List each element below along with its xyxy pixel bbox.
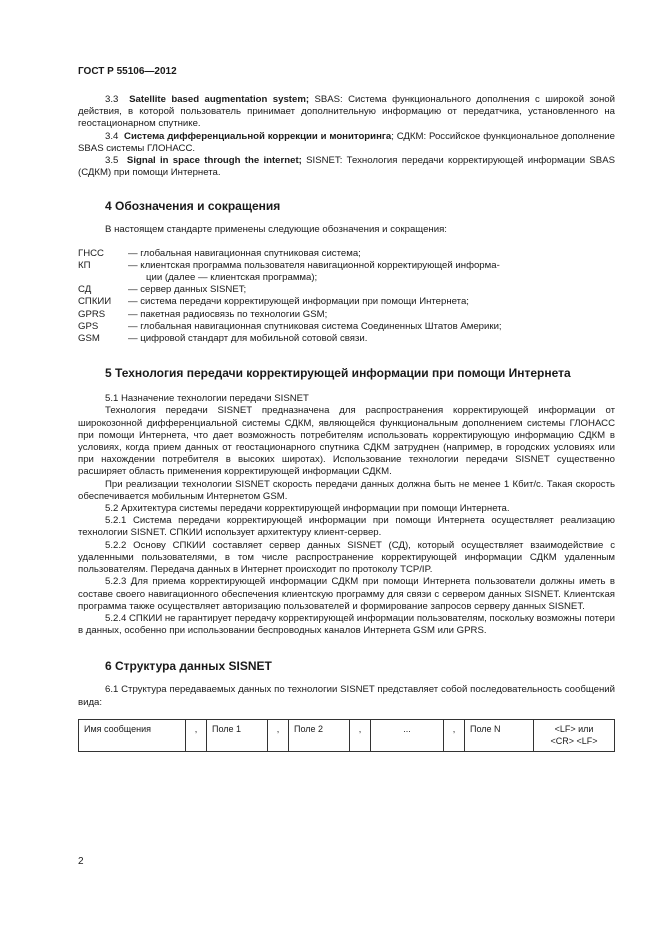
- paragraph-5-2-3: 5.2.3 Для приема корректирующей информации СДКМ при помощи Интернета пользователи должны иметь в составе своего навигационного обеспечения клиентскую программу для связи с сервером данных SISNET. Клиентская программа также осуществляет авторизацию пользователей и формирование запросов серверу данных SISNET.: [78, 576, 615, 612]
- abbr-term: СПКИИ: [78, 296, 112, 308]
- table-cell-separator: ,: [444, 719, 465, 751]
- abbr-term: ГНСС: [78, 247, 104, 259]
- abbr-def: — система передачи корректирующей информации при помощи Интернета;: [128, 296, 469, 308]
- abbr-def: — глобальная навигационная спутниковая система;: [128, 247, 361, 259]
- table-cell-field-1: Поле 1: [207, 719, 268, 751]
- abbr-term: КП: [78, 259, 91, 271]
- paragraph-5-1-body: Технология передачи SISNET предназначена для распространения корректирующей информации от широкозонной дифференциальной системы СДКМ, являющейся функциональным дополнением системы ГЛОНАСС при помощи Интернета, что дает возможность потребителям использовать корректирующую информацию СДКМ в условиях, когда прием данных от геостационарного спутника СДКМ затруднен (например, в городских условиях или при нахождении потребителя в высоких широтах). Использование технологии передачи SISNET существенно расширяет область применения корректирующей информации СДКМ.: [78, 405, 615, 478]
- page-number: 2: [78, 856, 84, 867]
- page-content: [78, 94, 615, 752]
- definition-3-5: 3.5 Signal in space through the internet; SISNET: Технология передачи корректирующей информации SBAS (СДКМ) при помощи Интернета.: [78, 155, 615, 179]
- paragraph-5-2-2: 5.2.2 Основу СПКИИ составляет сервер данных SISNET (СД), который осуществляет взаимодействие с удаленными пользователями, в том числе распространение корректирующей информации СДКМ удаленным пользователям. Передача данных в Интернет происходит по протоколу TCP/IP.: [78, 539, 615, 576]
- section-5-title: 5 Технология передачи корректирующей информации при помощи Интернета: [105, 366, 571, 381]
- paragraph-5-2: 5.2 Архитектура системы передачи корректирующей информации при помощи Интернета.: [105, 503, 510, 515]
- paragraph-5-1: 5.1 Назначение технологии передачи SISNET: [105, 393, 309, 405]
- paragraph-5-2-1: 5.2.1 Система передачи корректирующей информации при помощи Интернета осуществляет реализацию технологии SISNET. СПКИИ использует архитектуру клиент-сервер.: [78, 515, 615, 539]
- abbr-def: — сервер данных SISNET;: [128, 284, 247, 296]
- paragraph-6-1: 6.1 Структура передаваемых данных по технологии SISNET представляет собой последовательность сообщений вида:: [78, 684, 615, 708]
- table-cell-separator: ,: [268, 719, 289, 751]
- abbr-term: GPRS: [78, 308, 106, 320]
- table-cell-separator: ,: [186, 719, 207, 751]
- table-cell-separator: ,: [350, 719, 371, 751]
- abbr-term: GPS: [78, 320, 99, 332]
- abbr-def: — клиентская программа пользователя навигационной корректирующей информа- ции (далее — клиентская программа);: [128, 259, 500, 284]
- message-structure-table: [78, 719, 615, 752]
- table-cell-terminator: <LF> или <CR> <LF>: [534, 719, 615, 751]
- section-4-title: 4 Обозначения и сокращения: [105, 199, 281, 214]
- definition-3-4: 3.4 Система дифференциальной коррекции и мониторинга; СДКМ: Российское функциональное дополнение SBAS системы ГЛОНАСС.: [78, 130, 615, 154]
- section-4-intro: В настоящем стандарте применены следующие обозначения и сокращения:: [105, 224, 447, 236]
- document-header: ГОСТ Р 55106—2012: [78, 66, 177, 77]
- table-row: [79, 719, 615, 751]
- abbr-term: GSM: [78, 333, 100, 345]
- definition-3-3: 3.3 Satellite based augmentation system; SBAS: Система функционального дополнения с широкой зоной действия, в которой пользователь принимает дополнительную информацию от передатчика, установленного на геостационарном спутнике.: [78, 94, 615, 130]
- paragraph-5-1-speed: При реализации технологии SISNET скорость передачи данных должна быть не менее 1 Кбит/с. Такая скорость обеспечивается мобильным Интернетом GSM.: [78, 478, 615, 502]
- abbreviations-list: [78, 248, 615, 346]
- abbr-def: — цифровой стандарт для мобильной сотовой связи.: [128, 333, 368, 345]
- table-cell-message-name: Имя сообщения: [79, 719, 186, 751]
- abbr-def: — пакетная радиосвязь по технологии GSM;: [128, 308, 328, 320]
- table-cell-ellipsis: ...: [371, 719, 444, 751]
- table-cell-field-n: Поле N: [465, 719, 534, 751]
- section-6-title: 6 Структура данных SISNET: [105, 659, 272, 674]
- paragraph-5-2-4: 5.2.4 СПКИИ не гарантирует передачу корректирующей информации пользователям, поскольку возможны потери в данных, особенно при использовании беспроводных каналов Интернета GSM или GPRS.: [78, 612, 615, 637]
- table-cell-field-2: Поле 2: [289, 719, 350, 751]
- abbr-term: СД: [78, 284, 92, 296]
- abbr-def: — глобальная навигационная спутниковая система Соединенных Штатов Америки;: [128, 320, 502, 332]
